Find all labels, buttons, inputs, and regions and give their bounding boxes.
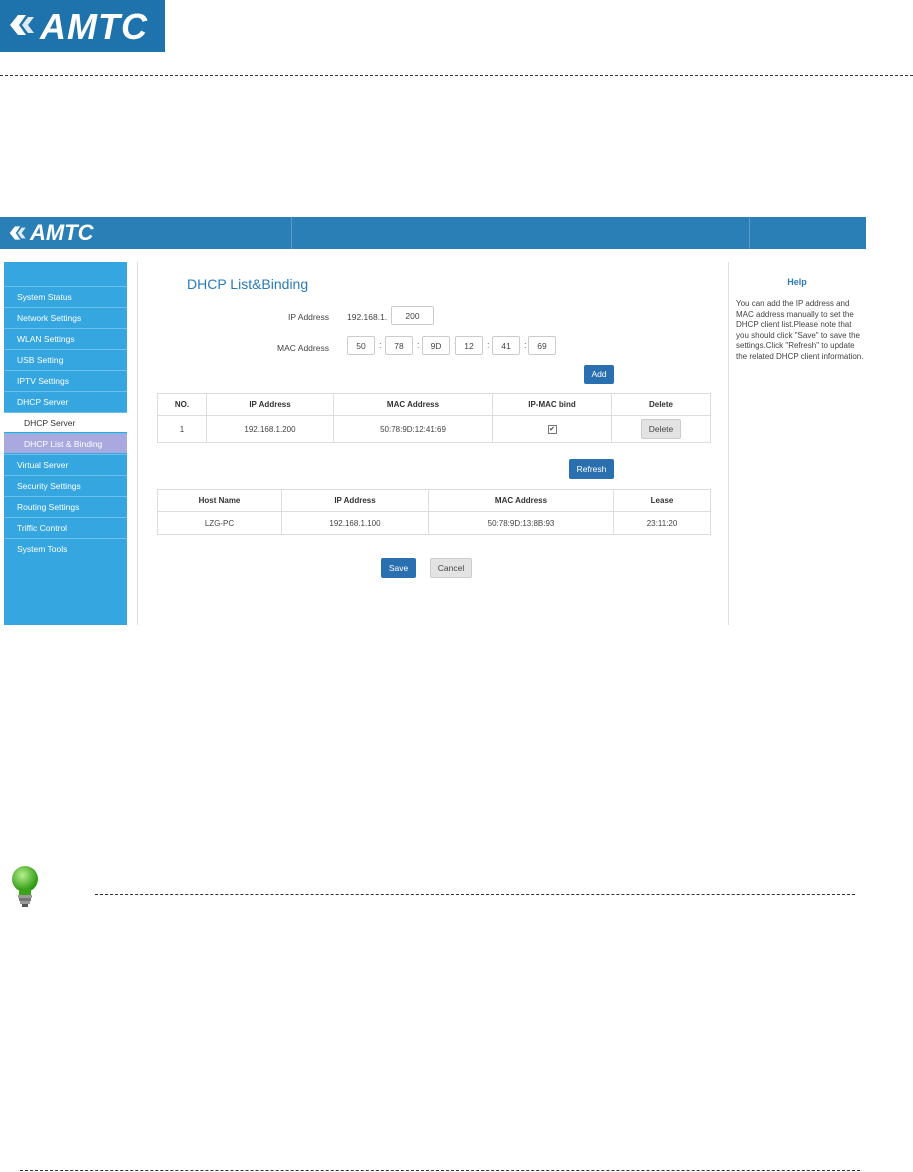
binding-table: [157, 393, 711, 443]
sidebar-item-security-settings[interactable]: Security Settings: [4, 475, 127, 495]
tip-divider-bottom: [20, 1170, 860, 1171]
mac-separator: :: [417, 340, 420, 350]
lightbulb-icon: [8, 864, 42, 908]
mac-separator: :: [379, 340, 382, 350]
cell-no: 1: [158, 416, 207, 443]
cell-host: LZG-PC: [158, 512, 282, 535]
client-table: [157, 489, 711, 535]
sidebar-item-virtual-server[interactable]: Virtual Server: [4, 454, 127, 474]
page-title: DHCP List&Binding: [187, 276, 309, 292]
document-logo-text: AMTC: [40, 6, 148, 47]
add-button[interactable]: Add: [584, 365, 614, 384]
mac-separator: :: [524, 340, 527, 350]
mac-octet-6-input[interactable]: 69: [528, 336, 556, 355]
logo-mark-icon: [6, 223, 28, 243]
table-header-row: [158, 490, 711, 512]
sidebar-item-dhcp-server[interactable]: DHCP Server: [4, 391, 127, 411]
sidebar-item-iptv-settings[interactable]: IPTV Settings: [4, 370, 127, 390]
help-text: You can add the IP address and MAC address manually to set the DHCP client list.Please note that you should click "Save" to save the settings.Click "Refresh" to update the related DHCP client information.: [736, 299, 864, 361]
cell-mac: 50:78:9D:12:41:69: [334, 416, 493, 443]
sidebar-item-system-status[interactable]: System Status: [4, 286, 127, 306]
column-header-ip: IP Address: [207, 394, 334, 416]
ip-address-label: IP Address: [288, 312, 329, 322]
tip-divider: [95, 894, 855, 895]
table-row: [158, 416, 711, 443]
cell-ip: 192.168.1.200: [207, 416, 334, 443]
cancel-button[interactable]: Cancel: [430, 558, 472, 578]
mac-separator: :: [454, 340, 457, 350]
column-header-lease: Lease: [614, 490, 711, 512]
main-content: [137, 262, 729, 625]
column-header-mac: MAC Address: [429, 490, 614, 512]
ip-prefix: 192.168.1.: [347, 312, 388, 322]
cell-lease: 23:11:20: [614, 512, 711, 535]
mac-octet-4-input[interactable]: 12: [455, 336, 483, 355]
help-panel: [728, 262, 866, 625]
column-header-delete: Delete: [612, 394, 711, 416]
mac-octet-2-input[interactable]: 78: [385, 336, 413, 355]
ip-last-octet-input[interactable]: 200: [391, 306, 434, 325]
mac-separator: :: [487, 340, 490, 350]
sidebar-item-usb-setting[interactable]: USB Setting: [4, 349, 127, 369]
delete-button[interactable]: Delete: [641, 419, 681, 439]
router-ui-screenshot: [0, 217, 866, 625]
sidebar-item-network-settings[interactable]: Network Settings: [4, 307, 127, 327]
top-bar-divider: [749, 217, 750, 249]
header-divider: [0, 75, 913, 76]
sidebar-item-system-tools[interactable]: System Tools: [4, 538, 127, 558]
sidebar-item-wlan-settings[interactable]: WLAN Settings: [4, 328, 127, 348]
sidebar-subitem-dhcp-server[interactable]: DHCP Server: [4, 412, 127, 432]
column-header-host: Host Name: [158, 490, 282, 512]
table-row: [158, 512, 711, 535]
sidebar-item-traffic-control[interactable]: Triffic Control: [4, 517, 127, 537]
cell-bind: [493, 416, 612, 443]
top-bar-divider: [291, 217, 292, 249]
app-logo: AMTC: [30, 220, 94, 245]
mac-octet-3-input[interactable]: 9D: [422, 336, 450, 355]
column-header-bind: IP-MAC bind: [493, 394, 612, 416]
column-header-no: NO.: [158, 394, 207, 416]
sidebar-subitem-dhcp-list-binding[interactable]: DHCP List & Binding: [4, 433, 127, 453]
refresh-button[interactable]: Refresh: [569, 459, 614, 479]
cell-delete: [612, 416, 711, 443]
mac-octet-1-input[interactable]: 50: [347, 336, 375, 355]
document-logo: [0, 0, 165, 52]
column-header-mac: MAC Address: [334, 394, 493, 416]
sidebar: [4, 262, 127, 625]
top-bar: [0, 217, 866, 249]
cell-ip: 192.168.1.100: [282, 512, 429, 535]
mac-octet-5-input[interactable]: 41: [492, 336, 520, 355]
column-header-ip: IP Address: [282, 490, 429, 512]
ip-mac-bind-checkbox[interactable]: ✔: [549, 426, 555, 433]
sidebar-item-routing-settings[interactable]: Routing Settings: [4, 496, 127, 516]
cell-mac: 50:78:9D:13:8B:93: [429, 512, 614, 535]
logo-mark-icon: [6, 10, 36, 40]
mac-address-label: MAC Address: [277, 343, 329, 353]
table-header-row: [158, 394, 711, 416]
save-button[interactable]: Save: [381, 558, 416, 578]
help-title: Help: [787, 277, 807, 287]
